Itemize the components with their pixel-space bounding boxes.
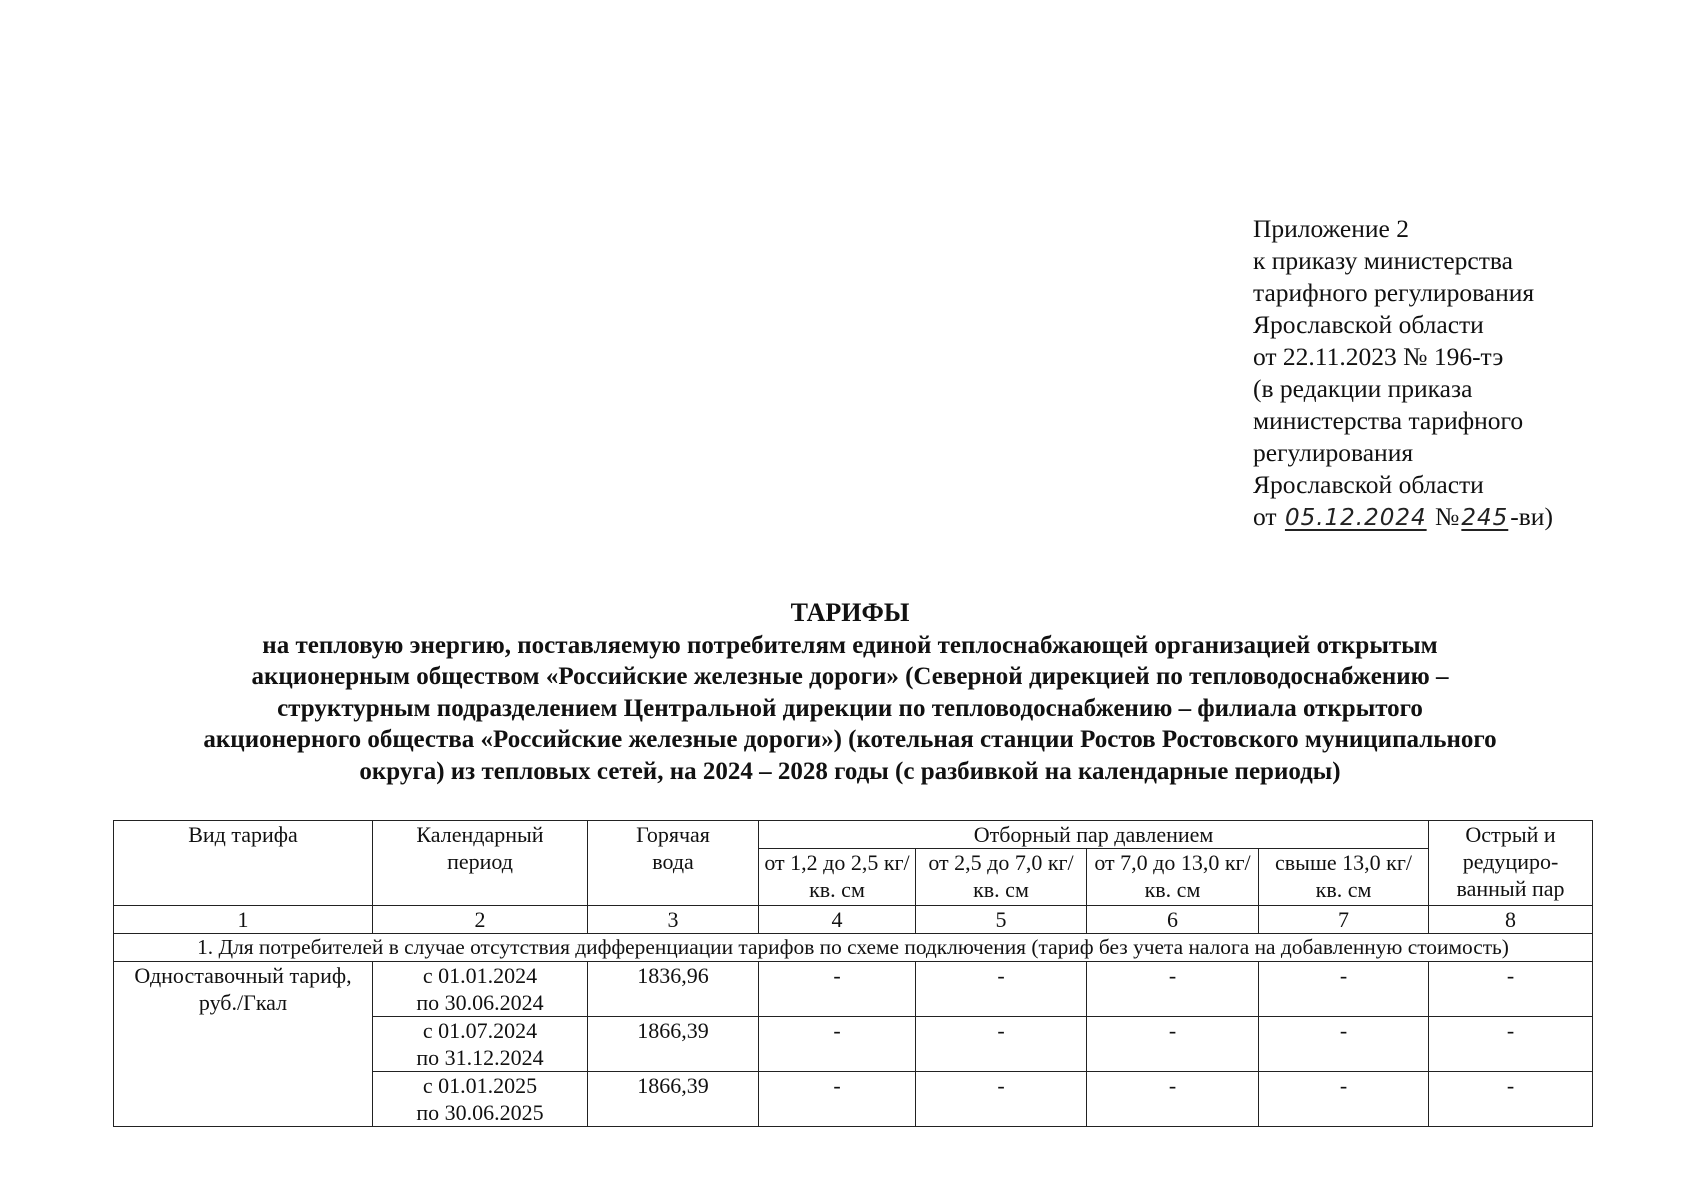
steam-4-value: - <box>1259 1072 1429 1127</box>
title-line: акционерного общества «Российские железные дороги») (котельная станции Ростов Ростовского муниципального <box>203 726 1497 753</box>
handwritten-number: 245 <box>1461 505 1509 531</box>
steam-2-value: - <box>916 1072 1087 1127</box>
section-title: 1. Для потребителей в случае отсутствия дифференциации тарифов по схеме подключения (тариф без учета налога на добавленную стоимость) <box>114 934 1593 962</box>
column-number: 7 <box>1259 906 1429 934</box>
period-from: с 01.07.2024 <box>422 1018 538 1043</box>
steam-2-value: - <box>916 962 1087 1017</box>
sharp-steam-value: - <box>1429 1072 1593 1127</box>
column-number: 2 <box>373 906 588 934</box>
header-steam-2: от 2,5 до 7,0 кг/ кв. см <box>916 849 1087 906</box>
header-steam-1: от 1,2 до 2,5 кг/ кв. см <box>759 849 916 906</box>
sharp-steam-value: - <box>1429 1017 1593 1072</box>
appendix-line: Ярославской области <box>1253 470 1484 499</box>
period-cell <box>373 962 588 1017</box>
number-sign: № <box>1435 502 1460 531</box>
hot-water-value: 1866,39 <box>588 1017 759 1072</box>
appendix-line: от 22.11.2023 № 196-тэ <box>1253 342 1504 371</box>
header-period: Календарный период <box>373 821 588 906</box>
title-line: округа) из тепловых сетей, на 2024 – 2028 годы (с разбивкой на календарные периоды) <box>359 757 1341 785</box>
appendix-line: (в редакции приказа <box>1253 374 1473 403</box>
appendix-line: тарифного регулирования <box>1253 278 1535 307</box>
column-number: 6 <box>1087 906 1259 934</box>
header-steam-group: Отборный пар давлением <box>759 821 1429 849</box>
hot-water-value: 1866,39 <box>588 1072 759 1127</box>
steam-3-value: - <box>1087 1072 1259 1127</box>
sharp-steam-value: - <box>1429 962 1593 1017</box>
header-tariff-type: Вид тарифа <box>114 821 373 906</box>
column-number: 5 <box>916 906 1087 934</box>
header-hot-water: Горячая вода <box>588 821 759 906</box>
title-line: структурным подразделением Центральной дирекции по тепловодоснабжению – филиала открытого <box>277 694 1423 722</box>
steam-1-value: - <box>759 962 916 1017</box>
table-row <box>114 962 1593 1017</box>
appendix-line: к приказу министерства <box>1253 246 1513 275</box>
appendix-line: министерства тарифного <box>1253 406 1524 435</box>
section-row <box>114 934 1593 962</box>
period-cell <box>373 1017 588 1072</box>
column-number-row <box>114 906 1593 934</box>
title-line: акционерным обществом «Российские железные дороги» (Северной дирекцией по тепловодоснабжению – <box>251 663 1449 690</box>
column-number: 4 <box>759 906 916 934</box>
period-from: с 01.01.2025 <box>422 1073 538 1098</box>
appendix-header <box>1253 213 1653 534</box>
column-number: 3 <box>588 906 759 934</box>
steam-1-value: - <box>759 1017 916 1072</box>
steam-1-value: - <box>759 1072 916 1127</box>
appendix-amendment-line <box>1253 501 1653 534</box>
appendix-line: Приложение 2 <box>1253 214 1409 243</box>
amendment-suffix: -ви) <box>1510 502 1553 531</box>
steam-3-value: - <box>1087 1017 1259 1072</box>
period-from: с 01.01.2024 <box>422 963 538 988</box>
header-row <box>114 821 1593 849</box>
tariff-type-label: Одноставочный тариф, руб./Гкал <box>114 962 373 1127</box>
tariff-table <box>113 820 1593 1127</box>
period-to: по 30.06.2024 <box>416 990 544 1015</box>
title-line: на тепловую энергию, поставляемую потребителям единой теплоснабжающей организацией открытым <box>262 631 1438 659</box>
appendix-line: регулирования <box>1253 438 1414 467</box>
period-to: по 30.06.2025 <box>416 1100 544 1125</box>
steam-2-value: - <box>916 1017 1087 1072</box>
hot-water-value: 1836,96 <box>588 962 759 1017</box>
steam-4-value: - <box>1259 1017 1429 1072</box>
column-number: 1 <box>114 906 373 934</box>
document-title <box>100 597 1600 787</box>
title-main: ТАРИФЫ <box>790 598 910 627</box>
header-steam-3: от 7,0 до 13,0 кг/ кв. см <box>1087 849 1259 906</box>
header-steam-4: свыше 13,0 кг/ кв. см <box>1259 849 1429 906</box>
period-cell <box>373 1072 588 1127</box>
handwritten-date: 05.12.2024 <box>1284 505 1427 531</box>
column-number: 8 <box>1429 906 1593 934</box>
steam-3-value: - <box>1087 962 1259 1017</box>
appendix-line: Ярославской области <box>1253 310 1484 339</box>
header-sharp-steam: Острый и редуциро- ванный пар <box>1429 821 1593 906</box>
period-to: по 31.12.2024 <box>416 1045 544 1070</box>
steam-4-value: - <box>1259 962 1429 1017</box>
amendment-prefix: от <box>1253 502 1277 531</box>
